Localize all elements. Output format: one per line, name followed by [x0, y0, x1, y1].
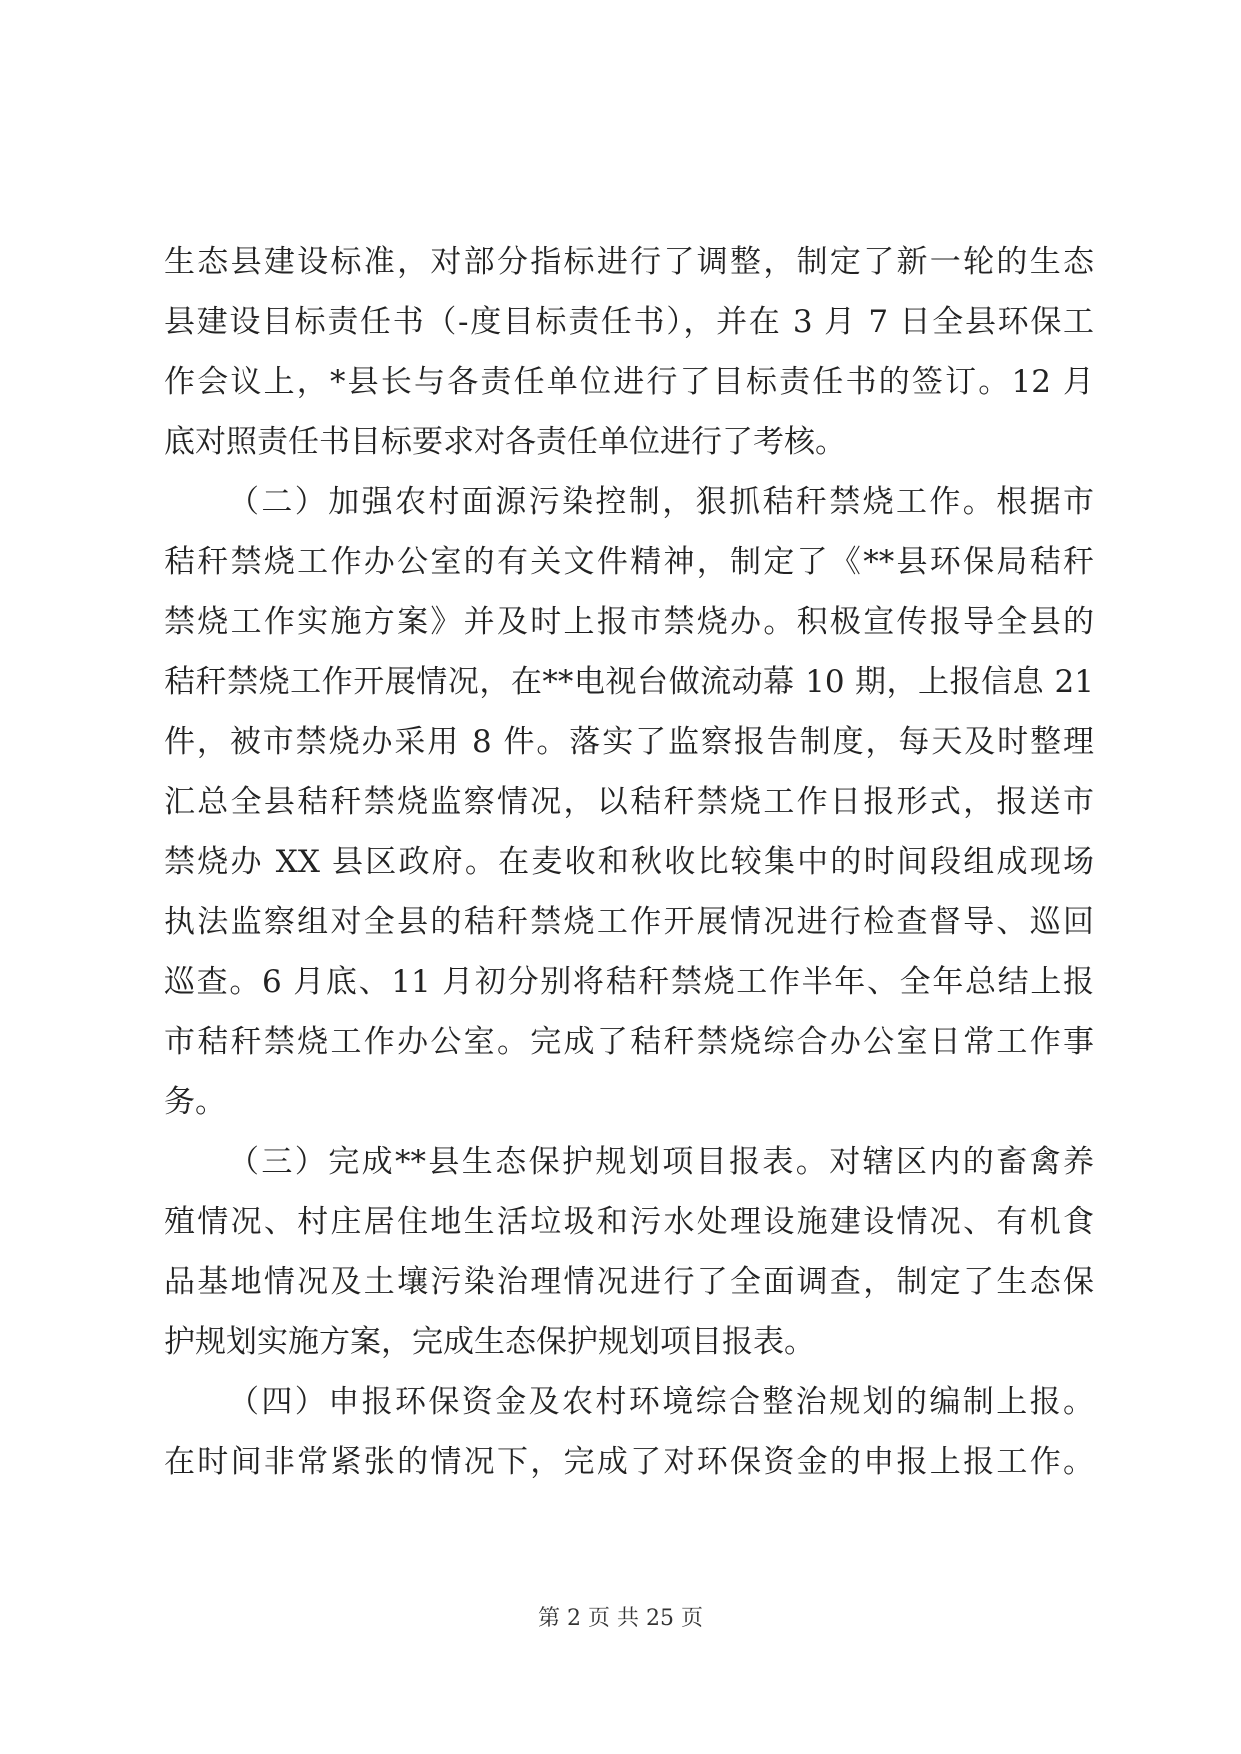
- paragraph-first-line: （四）申报环保资金及农村环境综合整治规划的编制上报。: [228, 1384, 1094, 1420]
- text-line: 底对照责任书目标要求对各责任单位进行了考核。: [164, 424, 846, 460]
- text-line: 殖情况、村庄居住地生活垃圾和污水处理设施建设情况、有机食: [164, 1204, 1094, 1240]
- text-line: 执法监察组对全县的秸秆禁烧工作开展情况进行检查督导、巡回: [164, 904, 1094, 940]
- text-line: 汇总全县秸秆禁烧监察情况，以秸秆禁烧工作日报形式，报送市: [164, 784, 1094, 820]
- text-line: 件，被市禁烧办采用 8 件。落实了监察报告制度，每天及时整理: [164, 724, 1094, 760]
- text-line: 禁烧工作实施方案》并及时上报市禁烧办。积极宣传报导全县的: [164, 604, 1094, 640]
- text-line: 巡查。6 月底、11 月初分别将秸秆禁烧工作半年、全年总结上报: [164, 964, 1094, 1000]
- text-line: 作会议上，*县长与各责任单位进行了目标责任书的签订。12 月: [164, 364, 1094, 400]
- text-line: 禁烧办 XX 县区政府。在麦收和秋收比较集中的时间段组成现场: [164, 844, 1094, 880]
- text-line: 在时间非常紧张的情况下，完成了对环保资金的申报上报工作。: [164, 1444, 1094, 1480]
- text-line: 秸秆禁烧工作开展情况，在**电视台做流动幕 10 期，上报信息 21: [164, 664, 1094, 700]
- text-line: 护规划实施方案，完成生态保护规划项目报表。: [164, 1324, 815, 1360]
- text-line: 秸秆禁烧工作办公室的有关文件精神，制定了《**县环保局秸秆: [164, 544, 1094, 580]
- document-body: [164, 232, 1094, 1492]
- text-line: 品基地情况及土壤污染治理情况进行了全面调查，制定了生态保: [164, 1264, 1094, 1300]
- text-line: 生态县建设标准，对部分指标进行了调整，制定了新一轮的生态: [164, 244, 1094, 280]
- paragraph-first-line: （二）加强农村面源污染控制，狠抓秸秆禁烧工作。根据市: [228, 484, 1094, 520]
- page-number-footer: 第 2 页 共 25 页: [538, 1606, 703, 1631]
- text-line: 市秸秆禁烧工作办公室。完成了秸秆禁烧综合办公室日常工作事: [164, 1024, 1094, 1060]
- text-line: 县建设目标责任书（-度目标责任书），并在 3 月 7 日全县环保工: [164, 304, 1094, 340]
- text-line: 务。: [164, 1084, 226, 1120]
- paragraph-first-line: （三）完成**县生态保护规划项目报表。对辖区内的畜禽养: [228, 1144, 1094, 1180]
